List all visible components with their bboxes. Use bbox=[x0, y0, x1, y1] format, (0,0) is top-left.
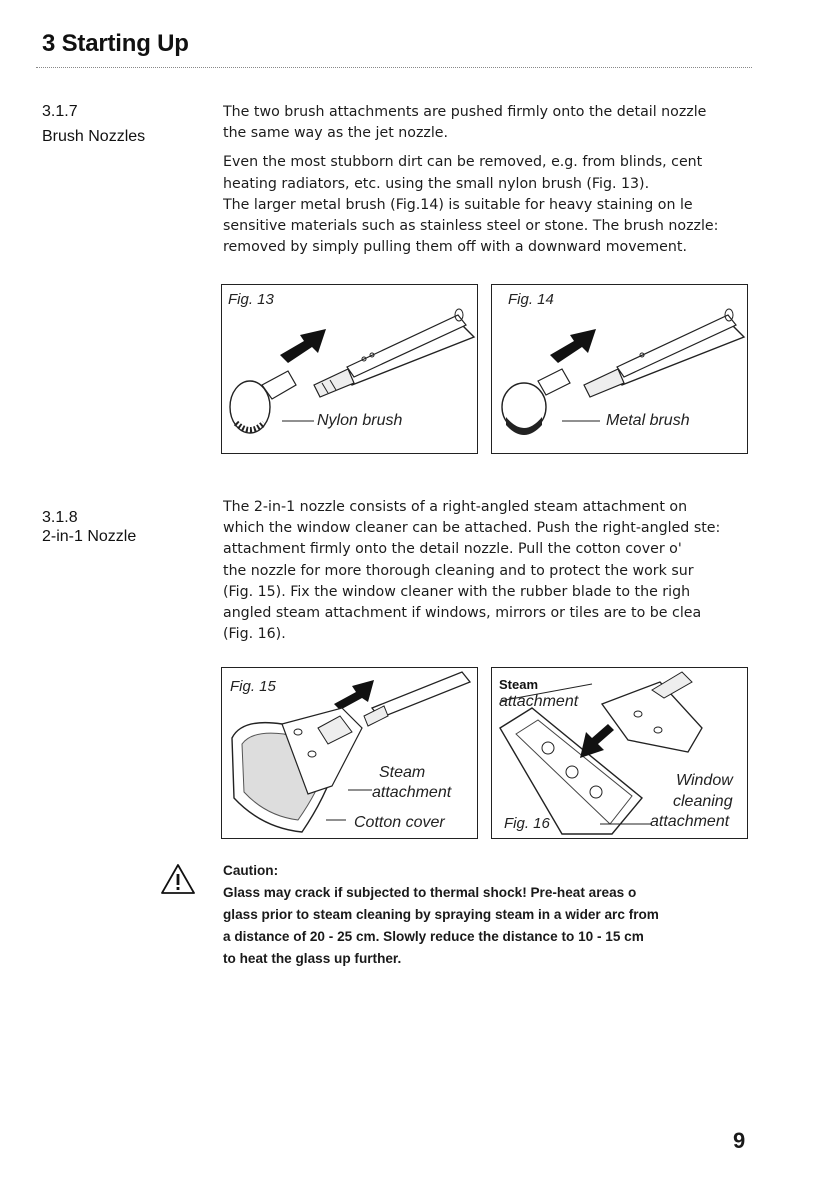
body-line: The two brush attachments are pushed firmly onto the detail nozzle bbox=[223, 104, 707, 120]
callout-cleaning: cleaning bbox=[673, 793, 733, 810]
body-line: angled steam attachment if windows, mirrors or tiles are to be clea bbox=[223, 604, 702, 621]
callout-cotton-cover: Cotton cover bbox=[354, 814, 445, 831]
callout-attachment: attachment bbox=[372, 784, 452, 801]
figure-label: Fig. 14 bbox=[508, 291, 554, 308]
callout-window-attachment: attachment bbox=[650, 813, 730, 830]
chapter-title: 3 Starting Up bbox=[42, 30, 189, 57]
figure-label: Fig. 15 bbox=[230, 678, 276, 695]
figure-label: Fig. 16 bbox=[504, 815, 550, 832]
callout-attachment: attachment bbox=[499, 693, 579, 710]
caution-line: to heat the glass up further. bbox=[223, 951, 402, 966]
page-number: 9 bbox=[733, 1128, 746, 1153]
callout-steam: Steam bbox=[499, 677, 539, 692]
caution-line: a distance of 20 - 25 cm. Slowly reduce the distance to 10 - 15 cm bbox=[223, 929, 644, 944]
section-title-2in1-nozzle: 2-in-1 Nozzle bbox=[42, 528, 137, 545]
caution-line: glass prior to steam cleaning by spraying steam in a wider arc from bbox=[223, 907, 659, 922]
section-title-brush-nozzles: Brush Nozzles bbox=[42, 128, 146, 145]
callout-steam: Steam bbox=[379, 764, 426, 781]
section-317-body bbox=[223, 102, 753, 258]
body-line: (Fig. 16). bbox=[223, 626, 286, 643]
body-line: heating radiators, etc. using the small nylon brush (Fig. 13). bbox=[223, 175, 650, 192]
warning-triangle-icon bbox=[160, 863, 196, 895]
body-line: which the window cleaner can be attached. Push the right-angled ste: bbox=[223, 520, 721, 537]
figure-15 bbox=[221, 667, 478, 839]
caution-line: Glass may crack if subjected to thermal shock! Pre-heat areas o bbox=[223, 885, 637, 900]
body-line: sensitive materials such as stainless steel or stone. The brush nozzle: bbox=[223, 217, 719, 234]
section-number-317: 3.1.7 bbox=[42, 103, 78, 120]
figure-14 bbox=[491, 284, 748, 454]
body-line: (Fig. 15). Fix the window cleaner with the rubber blade to the righ bbox=[223, 583, 691, 600]
caution-heading: Caution: bbox=[223, 863, 279, 878]
figure-label: Fig. 13 bbox=[228, 291, 274, 308]
body-line: removed by simply pulling them off with a downward movement. bbox=[223, 239, 687, 256]
body-line: Even the most stubborn dirt can be removed, e.g. from blinds, cent bbox=[223, 154, 703, 171]
section-318-body bbox=[223, 497, 753, 645]
section-number-318: 3.1.8 bbox=[42, 509, 78, 526]
callout-metal-brush: Metal brush bbox=[606, 412, 690, 429]
body-line: the nozzle for more thorough cleaning and to protect the work sur bbox=[223, 562, 694, 579]
figure-13 bbox=[221, 284, 478, 454]
body-line: The 2-in-1 nozzle consists of a right-angled steam attachment on bbox=[223, 499, 688, 515]
callout-window: Window bbox=[676, 772, 733, 789]
title-divider bbox=[36, 67, 752, 68]
body-line: The larger metal brush (Fig.14) is suitable for heavy staining on le bbox=[223, 196, 693, 213]
body-line: the same way as the jet nozzle. bbox=[223, 125, 449, 142]
caution-block bbox=[223, 860, 753, 970]
body-line: attachment firmly onto the detail nozzle. Pull the cotton cover o' bbox=[223, 541, 682, 558]
figure-16 bbox=[491, 667, 748, 839]
callout-nylon-brush: Nylon brush bbox=[317, 412, 403, 429]
